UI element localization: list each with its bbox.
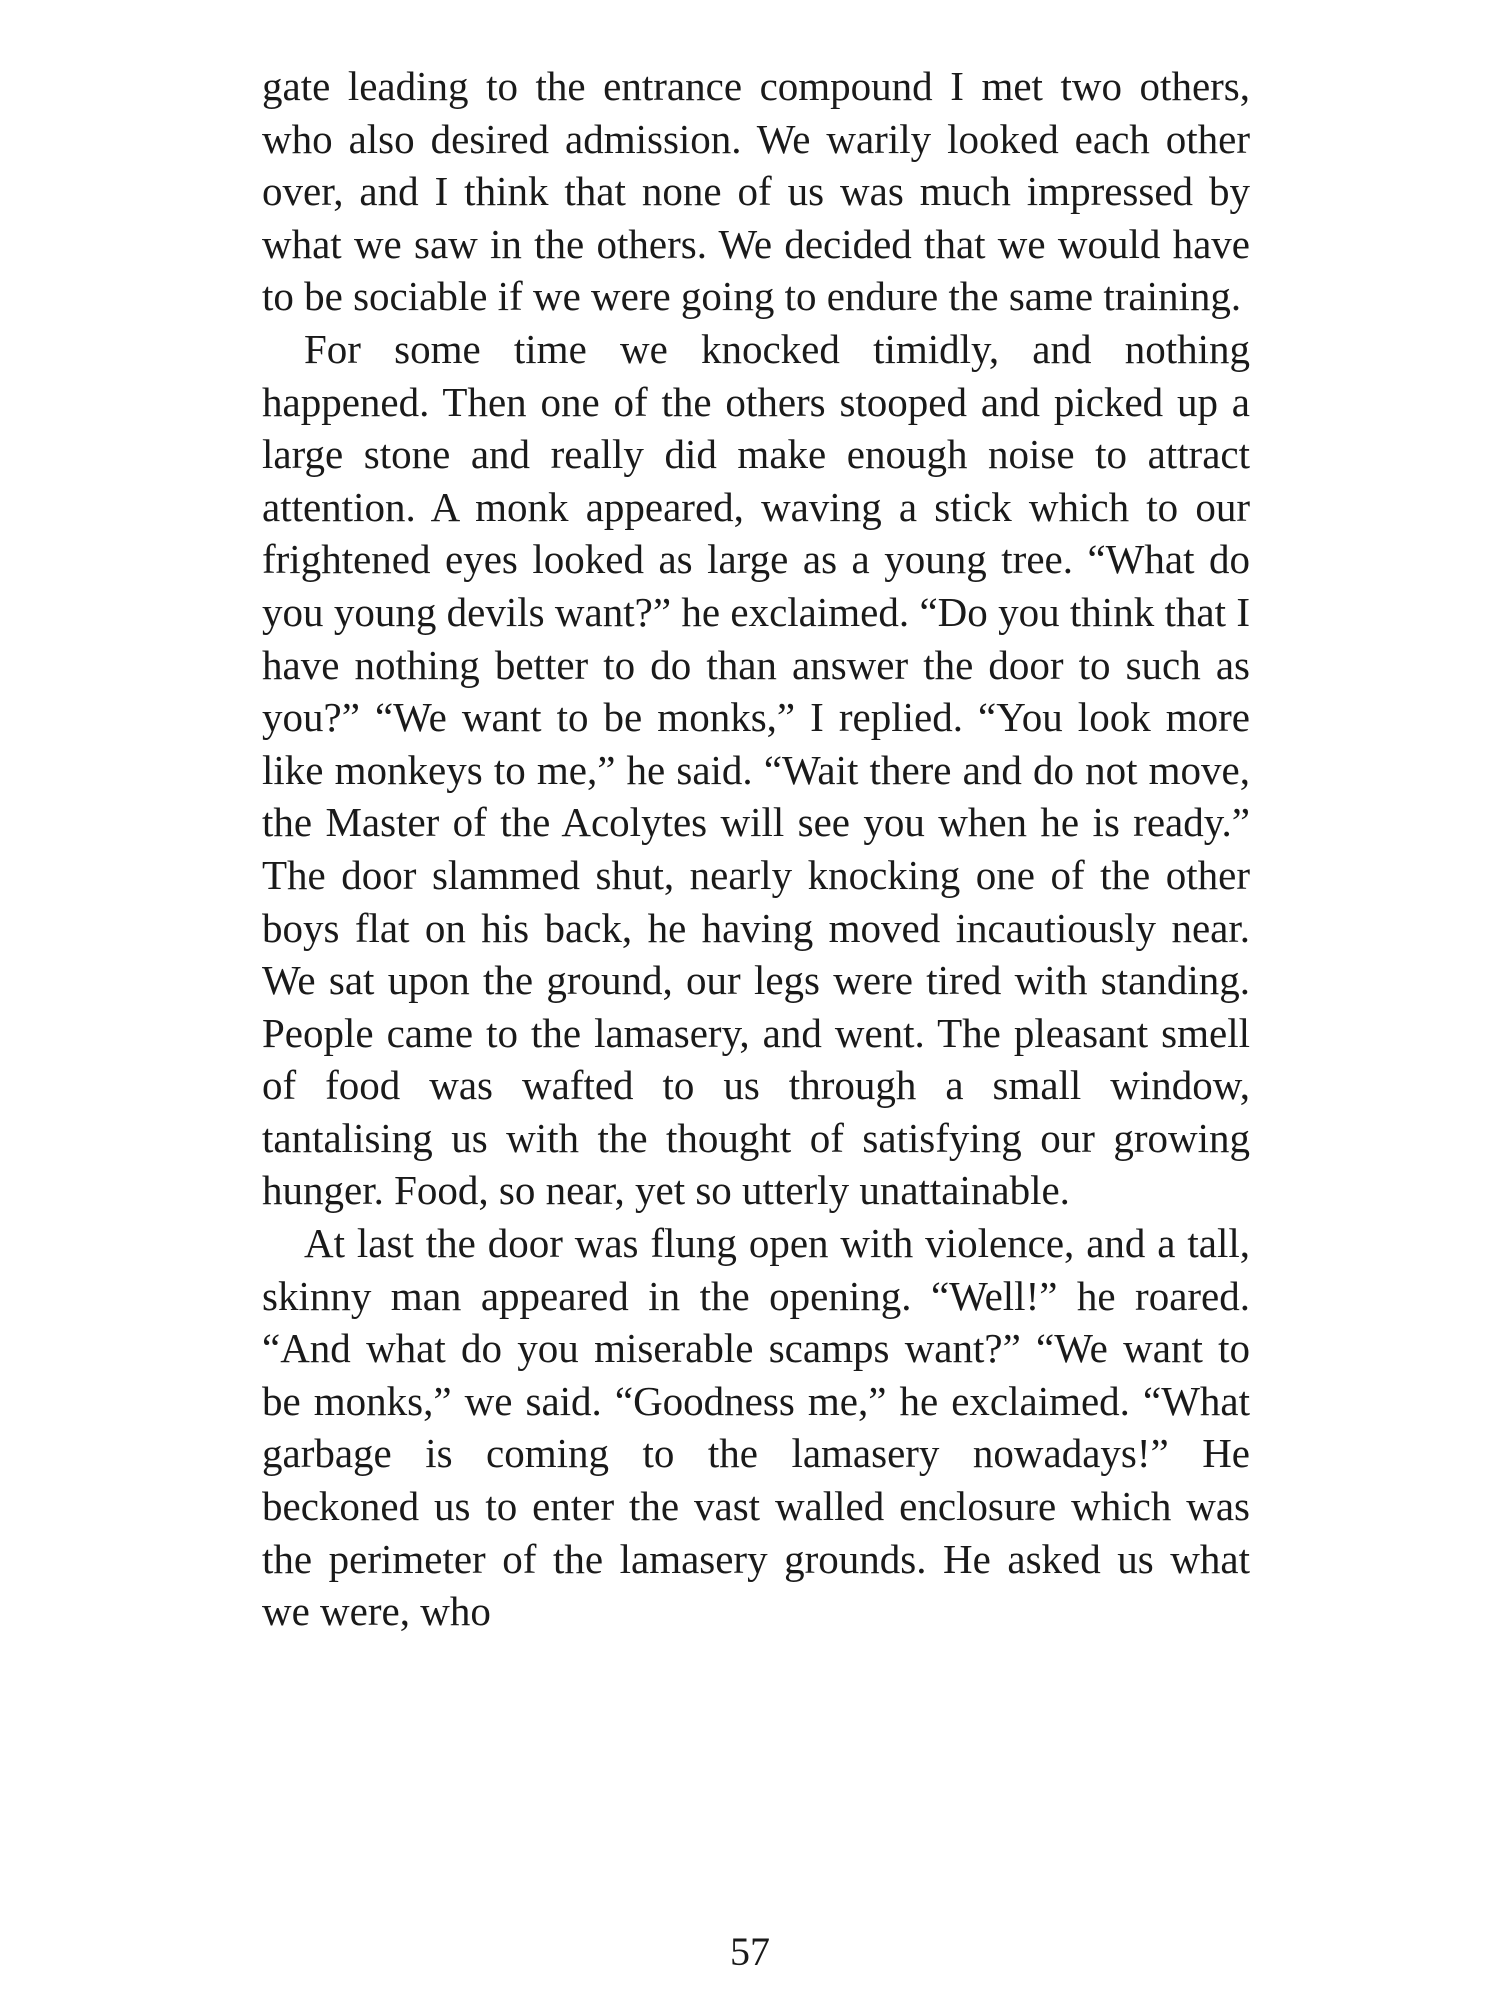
- paragraph-knocking: For some time we knocked timidly, and nothing happened. Then one of the others stooped and picked up a large stone and really did make enough noise to attract attention. A monk appeared, waving a stick which to our frightened eyes looked as large as a young tree. “What do you young devils want?” he exclaimed. “Do you think that I have nothing better to do than answer the door to such as you?” “We want to be monks,” I replied. “You look more like monkeys to me,” he said. “Wait there and do not move, the Master of the Acolytes will see you when he is ready.” The door slammed shut, nearly knocking one of the other boys flat on his back, he having moved incautiously near. We sat upon the ground, our legs were tired with standing. People came to the lamasery, and went. The pleasant smell of food was wafted to us through a small window, tantalising us with the thought of satisfying our growing hunger. Food, so near, yet so utterly unattainable.: [262, 325, 1250, 1214]
- page-number: 57: [730, 1929, 770, 1974]
- paragraph-door-opened: At last the door was flung open with violence, and a tall, skinny man appeared in the opening. “Well!” he roared. “And what do you miserable scamps want?” “We want to be monks,” we said. “Goodness me,” he exclaimed. “What garbage is coming to the lamasery nowadays!” He beckoned us to enter the vast walled enclosure which was the perimeter of the lamasery grounds. He asked us what we were, who: [262, 1220, 1250, 1635]
- paragraph-continued: gate leading to the entrance compound I met two others, who also desired admission. We warily looked each other over, and I think that none of us was much impressed by what we saw in the others. We decided that we would have to be sociable if we were going to endure the same training.: [262, 63, 1250, 320]
- body-text: [262, 60, 1250, 1638]
